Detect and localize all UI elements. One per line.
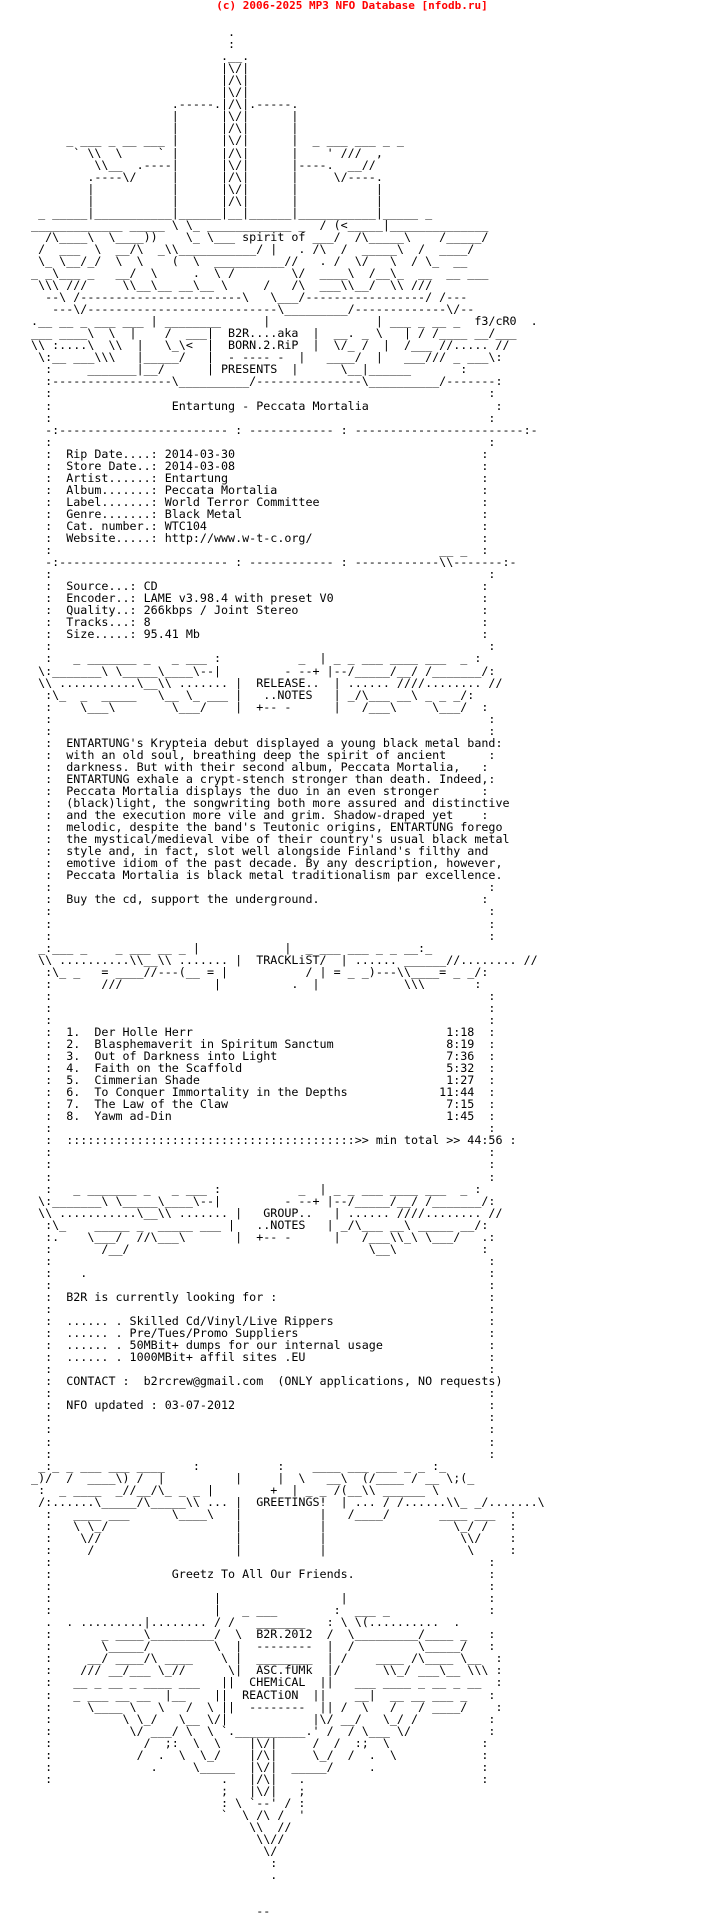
nfo-line: : : [24,410,496,425]
nfo-line: : :::::::::::::::::::::::::::::::::::::::::>> min total >> 44:56 : [24,1133,517,1148]
nfo-line: : (black)light, the songwriting both more assured and distinctive [24,796,510,811]
nfo-line: : ...... . 1000MBit+ affil sites .EU : [24,1350,496,1365]
nfo-line: : CONTACT : b2rcrew@gmail.com (ONLY applications, NO requests) [24,1374,503,1389]
nfo-line: / ___ \ __/\ _\\___________/ | . /\ / _____\ / ____/ [24,241,475,256]
nfo-line: : ...... . Skilled Cd/Vinyl/Live Rippers : [24,1314,496,1329]
nfo-line: : : [24,1446,496,1461]
nfo-line: \\ ...........\__\\ ....... | GROUP.. | ...... ////........ // [24,1205,503,1220]
nfo-line: \\ :....\ \\ | \_\< | BORN.2.RiP | \/_ / | /___ //..... // [24,338,510,353]
nfo-line: : Greetz To All Our Friends. : [24,1567,496,1582]
nfo-line: ---\/---------------------------\_________/-------------\/-- [24,302,475,317]
nfo-line: : the mystical/medieval vibe of their country's usual black metal [24,832,510,847]
nfo-line: : : [24,1302,496,1317]
nfo-line: : Website.....: http://www.w-t-c.org/ : [24,531,489,546]
nfo-line: . [24,25,236,40]
nfo-line: : 4. Faith on the Scaffold 5:32 : [24,1061,496,1076]
nfo-line: : with an old soul, breathing deep the spirit of ancient : [24,747,496,762]
nfo-line: |\/| [24,61,250,76]
nfo-line: ; |\/| ; [24,1783,306,1798]
nfo-ascii-document [24,14,545,1917]
nfo-line: : Peccata Mortalia displays the duo in an even stronger : [24,784,489,798]
nfo-line: : 8. Yawm ad-Din 1:45 : [24,1109,496,1124]
nfo-line: : Label.......: World Terror Committee : [24,494,489,509]
nfo-line: : : [24,1253,496,1268]
nfo-line: : Size.....: 95.41 Mb : [24,627,489,642]
nfo-line: --\ /-----------------------\ \___/-----------------/ /--- [24,290,468,305]
nfo-line: .__ __ _ ___ ___ | ________ | | ___ _ __ _ f3/cR0 . [24,314,538,329]
nfo-line: \\// [24,1832,285,1847]
nfo-line: : : [24,723,496,738]
nfo-line: : Buy the cd, support the underground. : [24,892,489,907]
nfo-line: : : [24,1362,496,1377]
nfo-line: : / | | \ : [24,1542,517,1557]
nfo-line: \:_______\ \_____\____\--| - --+ |--/_____/__/ /_______/: [24,663,496,678]
nfo-line: :-----------------\__________/---------------\__________/-------: [24,374,503,389]
nfo-line: : . : [24,1265,496,1280]
nfo-line: -:------------------------ : ------------ : ------------------------:- [24,422,538,437]
nfo-line: : Quality..: 266kbps / Joint Stereo : [24,603,489,618]
nfo-line [24,1893,545,1905]
nfo-line: : : [24,928,496,943]
nfo-line: : NFO updated : 03-07-2012 : [24,1398,496,1413]
nfo-line: : Rip Date....: 2014-03-30 : [24,446,489,461]
nfo-line: \\ // [24,1820,292,1835]
nfo-line: _:_ _ ___ ___ ____ : : ____ ___ ___ _ _ :_ [24,1458,447,1473]
nfo-line: : emotive idiom of the past decade. By any description, however, [24,856,503,871]
nfo-line: : 3. Out of Darkness into Light 7:36 : [24,1049,496,1064]
nfo-line: : Cat. number.: WTC104 : [24,518,489,533]
nfo-line: |/\| [24,73,250,88]
nfo-line: : and the execution more vile and grim. Shadow-draped yet : [24,808,489,823]
nfo-line: : __ _ : [24,543,489,558]
nfo-line: : : [24,639,496,654]
nfo-line: : _ _______ _ _ ___ : _ | _ _ ___ ____ ___ _ : [24,1181,482,1196]
nfo-line: : style and, in fact, slot well alongside Finland's filthy and [24,844,489,859]
nfo-line: : \___\ \___/ | +-- - | /___\ \___/ : [24,699,489,714]
nfo-line: : : [24,711,496,726]
nfo-line: : Genre.......: Black Metal : [24,506,489,521]
nfo-line: : : [24,1277,496,1292]
nfo-line: : \ \_/ \__ \/| |\/ __/ \_/ / : [24,1711,496,1726]
nfo-line: : /__/ \__\ : [24,1241,489,1256]
nfo-line: .-----.|/\|.-----. [24,97,299,112]
nfo-line: : _ ____ _//__/\_ _ _ | + | _ _ /(__\\ ______ \ [24,1482,440,1497]
nfo-line: :\_ _____ _ _____ ___ | ..NOTES | _/\___ __\ _____ __/: [24,1217,489,1232]
nfo-line: : _ ____\_________/ \ B2R.2012 / \_________/____ _ : [24,1627,496,1642]
nfo-line: : Encoder..: LAME v3.98.4 with preset V0 : [24,591,489,606]
nfo-line: | | |\/| | | [24,181,383,196]
nfo-line: : __/ ____/\ ____ \ | ________ | / ____ /\____ \__ : [24,1651,503,1666]
nfo-line: : : [24,916,496,931]
nfo-line: : : [24,1145,496,1160]
nfo-line: : / . \ \_/ |/\| \_/ / . \ : [24,1747,489,1762]
nfo-line: _ ___ _ __ ___ | |\/| | _ ___ ___ _ _ [24,133,404,148]
nfo-line: \:_______\ \_____\____\--| - --+ |--/_____/__/ /_______/: [24,1193,496,1208]
nfo-line: : 6. To Conquer Immortality in the Depths 11:44 : [24,1085,496,1100]
nfo-line: _:___ _ _ ___ __ _ | | _ ___ ___ _ _ __:_ [24,940,433,955]
nfo-line: \\__ .----| |\/| |----. __// [24,157,376,172]
nfo-line: : : [24,1000,496,1015]
nfo-line: : _ ___ __ __ |__ || REACTiON || __| __ __ ___ _ : [24,1687,496,1702]
nfo-line: : ...... . 50MBit+ dumps for our internal usage : [24,1338,496,1353]
nfo-line: : : [24,1410,496,1425]
nfo-line: : _______|__/ | PRESENTS | \__|______ : [24,362,468,377]
nfo-line: : B2R is currently looking for : : [24,1289,496,1304]
nfo-line: \\ ...........\__\\ ....... | RELEASE.. | ...... ////........ // [24,675,503,690]
nfo-line: : : [24,1555,496,1569]
nfo-line: : Source...: CD : [24,579,489,594]
nfo-line: : : [24,567,496,582]
nfo-line: : /// | . | \\\ : [24,976,482,991]
nfo-line: . . .........|........ / / _______ : \ \(.......... . [24,1615,461,1630]
nfo-line: ` \ /\ / ' [24,1807,306,1822]
nfo-line: : Artist......: Entartung : [24,470,489,485]
nfo-line: . [24,1868,278,1883]
nfo-line: : : [24,904,496,919]
nfo-line: \:__ ___\\\ |_____/ | - ---- - | ____/ | ___/// _ ___\: [24,350,503,365]
nfo-line: : ____ ___ \____\ | | /____/ ____ ___ : [24,1506,517,1521]
nfo-line: :. \___/ //\___\ | +-- - | /___\\_\ \___/ .: [24,1229,496,1244]
nfo-line: :\_ _ = ____//---(__ = | / | = _ _)---\\____= _ _/: [24,964,489,979]
nfo-line: _ _\___ _ __/ \ . \ / \/ ____\ /__\_ __ __ ___ [24,265,489,280]
nfo-line: : : [24,988,496,1003]
nfo-line: _)/ / ____\) / | | | \ __\ (/____ / __ \;(_ [24,1470,475,1485]
nfo-line: : darkness. But with their second album, Peccata Mortalia, : [24,759,489,774]
nfo-line: : Album.......: Peccata Mortalia : [24,482,489,497]
nfo-line: : : [24,1169,496,1184]
nfo-line: : ENTARTUNG's Krypteia debut displayed a young black metal band: [24,735,503,750]
nfo-line: : : [24,1386,496,1401]
nfo-line: \\ ..........\\__\\ ....... | TRACKLiST/ | ...... ______//........ // [24,952,538,967]
nfo-line: ` \\ \ ` | |/\| | ' /// , [24,145,383,160]
nfo-line: : 2. Blasphemaverit in Spiritum Sanctum 8:19 : [24,1036,496,1051]
nfo-line: -- [24,1904,271,1918]
nfo-line: \_ \__/_/ \ \ ( \ __________// . / \/ \ / \_ __ [24,253,468,268]
nfo-line: : [24,1856,278,1871]
nfo-line: : \ `--' / : [24,1795,306,1810]
nfo-line: : Tracks...: 8 : [24,615,489,630]
nfo-line: : \ \_/ | | \_/ / : [24,1518,517,1533]
nfo-line: : Store Date..: 2014-03-08 : [24,458,489,473]
nfo-line: ___ ____\ \ | / ___| B2R....aka | __. _ \ | / /____ __/___ [24,326,524,341]
nfo-line: .__. [24,49,250,64]
nfo-line: : : [24,1121,496,1136]
nfo-line: | |/\| | [24,121,299,136]
nfo-line: /\____\ \____)) \_ \___ spirit of ___/ /\_____\ /_____/ [24,229,489,244]
nfo-line: : ...... . Pre/Tues/Promo Suppliers : [24,1326,496,1341]
nfo-line: :\_ _ _____ \__ \_ ___ | ..NOTES | _/\___ __\ _ _ _/: [24,687,475,702]
nfo-line: : [24,37,236,52]
nfo-line: : . \_____ |\/| _____/ . : [24,1759,489,1774]
nfo-line: /:......\_____/\_____\\ ... | GREETINGS! | ... / /......\\_ _/.......\ [24,1494,545,1509]
nfo-line: : : [24,1434,496,1449]
nfo-line: : _ _______ _ _ ___ : _ | _ _ ___ ____ ___ _ : [24,651,482,666]
nfo-line: : 5. Cimmerian Shade 1:27 : [24,1073,496,1088]
nfo-line: : 7. The Law of the Claw 7:15 : [24,1097,496,1112]
nfo-line: : melodic, despite the band's Teutonic origins, ENTARTUNG forego [24,820,503,835]
nfo-line: _ _____|___________|______|__|______|___________|_____ _ [24,205,433,220]
nfo-line: \\\ /// \\__\__ __\__ \ / /\ ___\\__/ \\ /// [24,278,433,293]
nfo-line: : : [24,386,496,401]
nfo-line: : : [24,434,496,449]
nfo-line: : /// __/___ \_// \| ASC.fUMk |/ \\_/ ___\__ \\\ : [24,1663,503,1678]
nfo-line: : : [24,880,496,895]
nfo-line: : | _ ___ : ___ _ : [24,1603,496,1618]
nfo-line: : \/ ___/ \ \ `.__________.' / / \___ \/ : [24,1723,496,1738]
nfo-line: : : [24,1579,496,1594]
nfo-line: \/ [24,1844,278,1859]
nfo-line: : \____ \ \ / \ || -------- || / \ / / ____/ : [24,1699,503,1714]
nfo-line: .----\/ | |/\| | \/----. [24,169,383,184]
nfo-line: : Entartung - Peccata Mortalia : [24,398,503,413]
nfo-line: -:------------------------ : ------------ : ------------\\-------:- [24,555,517,570]
nfo-line: |\/| [24,85,250,100]
nfo-line: : \_____/ \ | -------- | / \_____/ : [24,1639,496,1654]
nfo-line: : 1. Der Holle Herr 1:18 : [24,1024,496,1039]
nfo-line: : __ _ __ _ ____ ___ || CHEMiCAL || ___ ____ _ __ _ __ : [24,1675,503,1690]
nfo-line: : : [24,1422,496,1437]
nfo-line: | |\/| | [24,109,299,124]
nfo-line: : \// | | \\/ : [24,1530,517,1545]
nfo-line: : | | : [24,1591,496,1606]
nfo-line: : : [24,1012,496,1027]
nfo-line [24,1881,545,1893]
nfo-line: : / ;: \ \ |\/| / / :; \ : [24,1735,489,1750]
nfo-line: : Peccata Mortalia is black metal traditionalism par excellence. [24,868,503,883]
nfo-line: : ENTARTUNG exhale a crypt-stench stronger than death. Indeed,: [24,771,496,786]
nfo-line: | | |/\| | | [24,193,383,208]
nfodb-header-banner: (c) 2006-2025 MP3 NFO Database [nfodb.ru] [216,0,488,12]
nfo-line: : : [24,1157,496,1172]
nfo-line: : . |/\| . : [24,1771,489,1786]
nfo-line: _____________ _____ \ \_ ____________ _ / (<_____|______________ [24,217,489,232]
